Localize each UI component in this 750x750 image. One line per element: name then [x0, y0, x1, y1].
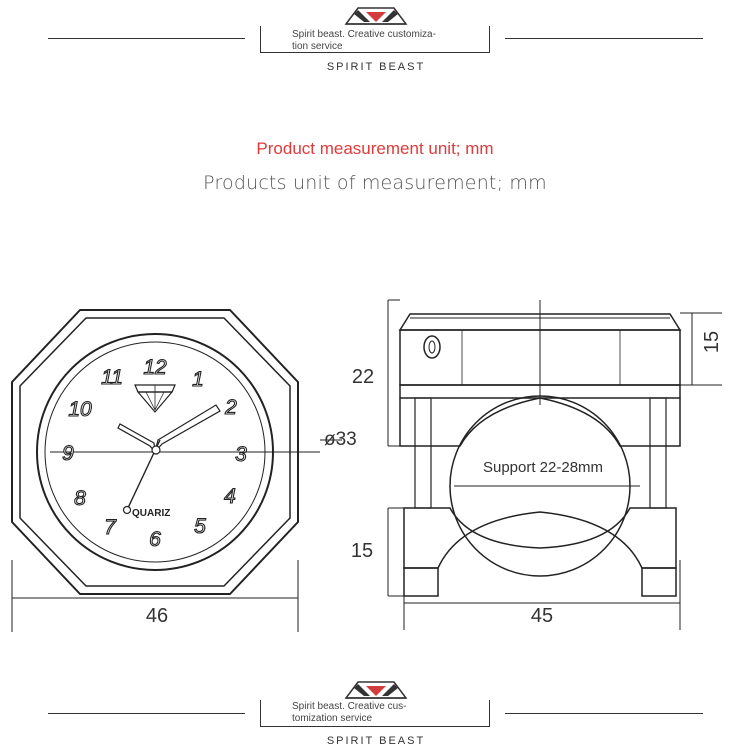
numeral-12: 12: [143, 356, 167, 379]
mount-foot-right: [642, 568, 676, 596]
footer-brand-name: SPIRIT BEAST: [326, 735, 426, 747]
minute-hand: [155, 405, 220, 452]
movement-label: QUARIZ: [132, 508, 171, 519]
clock-hands: [118, 405, 220, 514]
brand-logo-icon: [344, 4, 408, 26]
mount-width-dimension: 45: [530, 605, 554, 627]
numeral-7: 7: [104, 516, 116, 539]
numeral-8: 8: [74, 487, 86, 510]
mount-screw-slot: [429, 341, 435, 353]
hour-hand: [118, 424, 155, 452]
numeral-6: 6: [149, 528, 161, 551]
dial-logo-icon: [135, 385, 175, 412]
second-hand-tip: [124, 507, 131, 514]
mount-bolt-left: [415, 398, 431, 508]
numeral-9: 9: [62, 442, 74, 465]
clamp-height-dimension: 15: [350, 540, 374, 562]
clock-front-view: [0, 290, 370, 640]
mount-height-dimension: 22: [351, 366, 375, 388]
header-tagline: Spirit beast. Creative customiza- tion service: [292, 29, 436, 52]
numeral-1: 1: [192, 368, 204, 391]
numeral-11: 11: [101, 366, 123, 389]
header-right-rule: [505, 38, 703, 39]
footer-right-rule: [505, 713, 703, 714]
mount-lower-clamp: [404, 508, 676, 568]
footer-left-rule: [48, 713, 245, 714]
numeral-3: 3: [235, 443, 247, 466]
clock-width-dimension: 46: [145, 605, 169, 627]
numeral-2: 2: [225, 396, 237, 419]
header-brand-name: SPIRIT BEAST: [326, 61, 426, 73]
footer-tagline: Spirit beast. Creative cus- tomization service: [292, 701, 407, 724]
mount-screw-icon: [424, 336, 440, 358]
mount-side-view: [340, 290, 750, 640]
measurement-unit-subtitle: Products unit of measurement; mm: [203, 172, 547, 194]
footer-brand-logo-icon: [344, 678, 408, 700]
mount-upper-jaw: [400, 398, 680, 446]
numeral-10: 10: [68, 398, 92, 421]
support-range-label: Support 22-28mm: [482, 459, 604, 476]
header-left-rule: [48, 38, 245, 39]
measurement-unit-title: Product measurement unit; mm: [256, 139, 494, 158]
mount-bolt-right: [650, 398, 666, 508]
clock-center-pin: [152, 446, 160, 454]
top-cap-dimension: 15: [701, 330, 723, 354]
dial-diameter-dimension: ø33: [324, 429, 357, 450]
mount-foot-left: [404, 568, 438, 596]
numeral-4: 4: [224, 485, 236, 508]
numeral-5: 5: [194, 515, 206, 538]
